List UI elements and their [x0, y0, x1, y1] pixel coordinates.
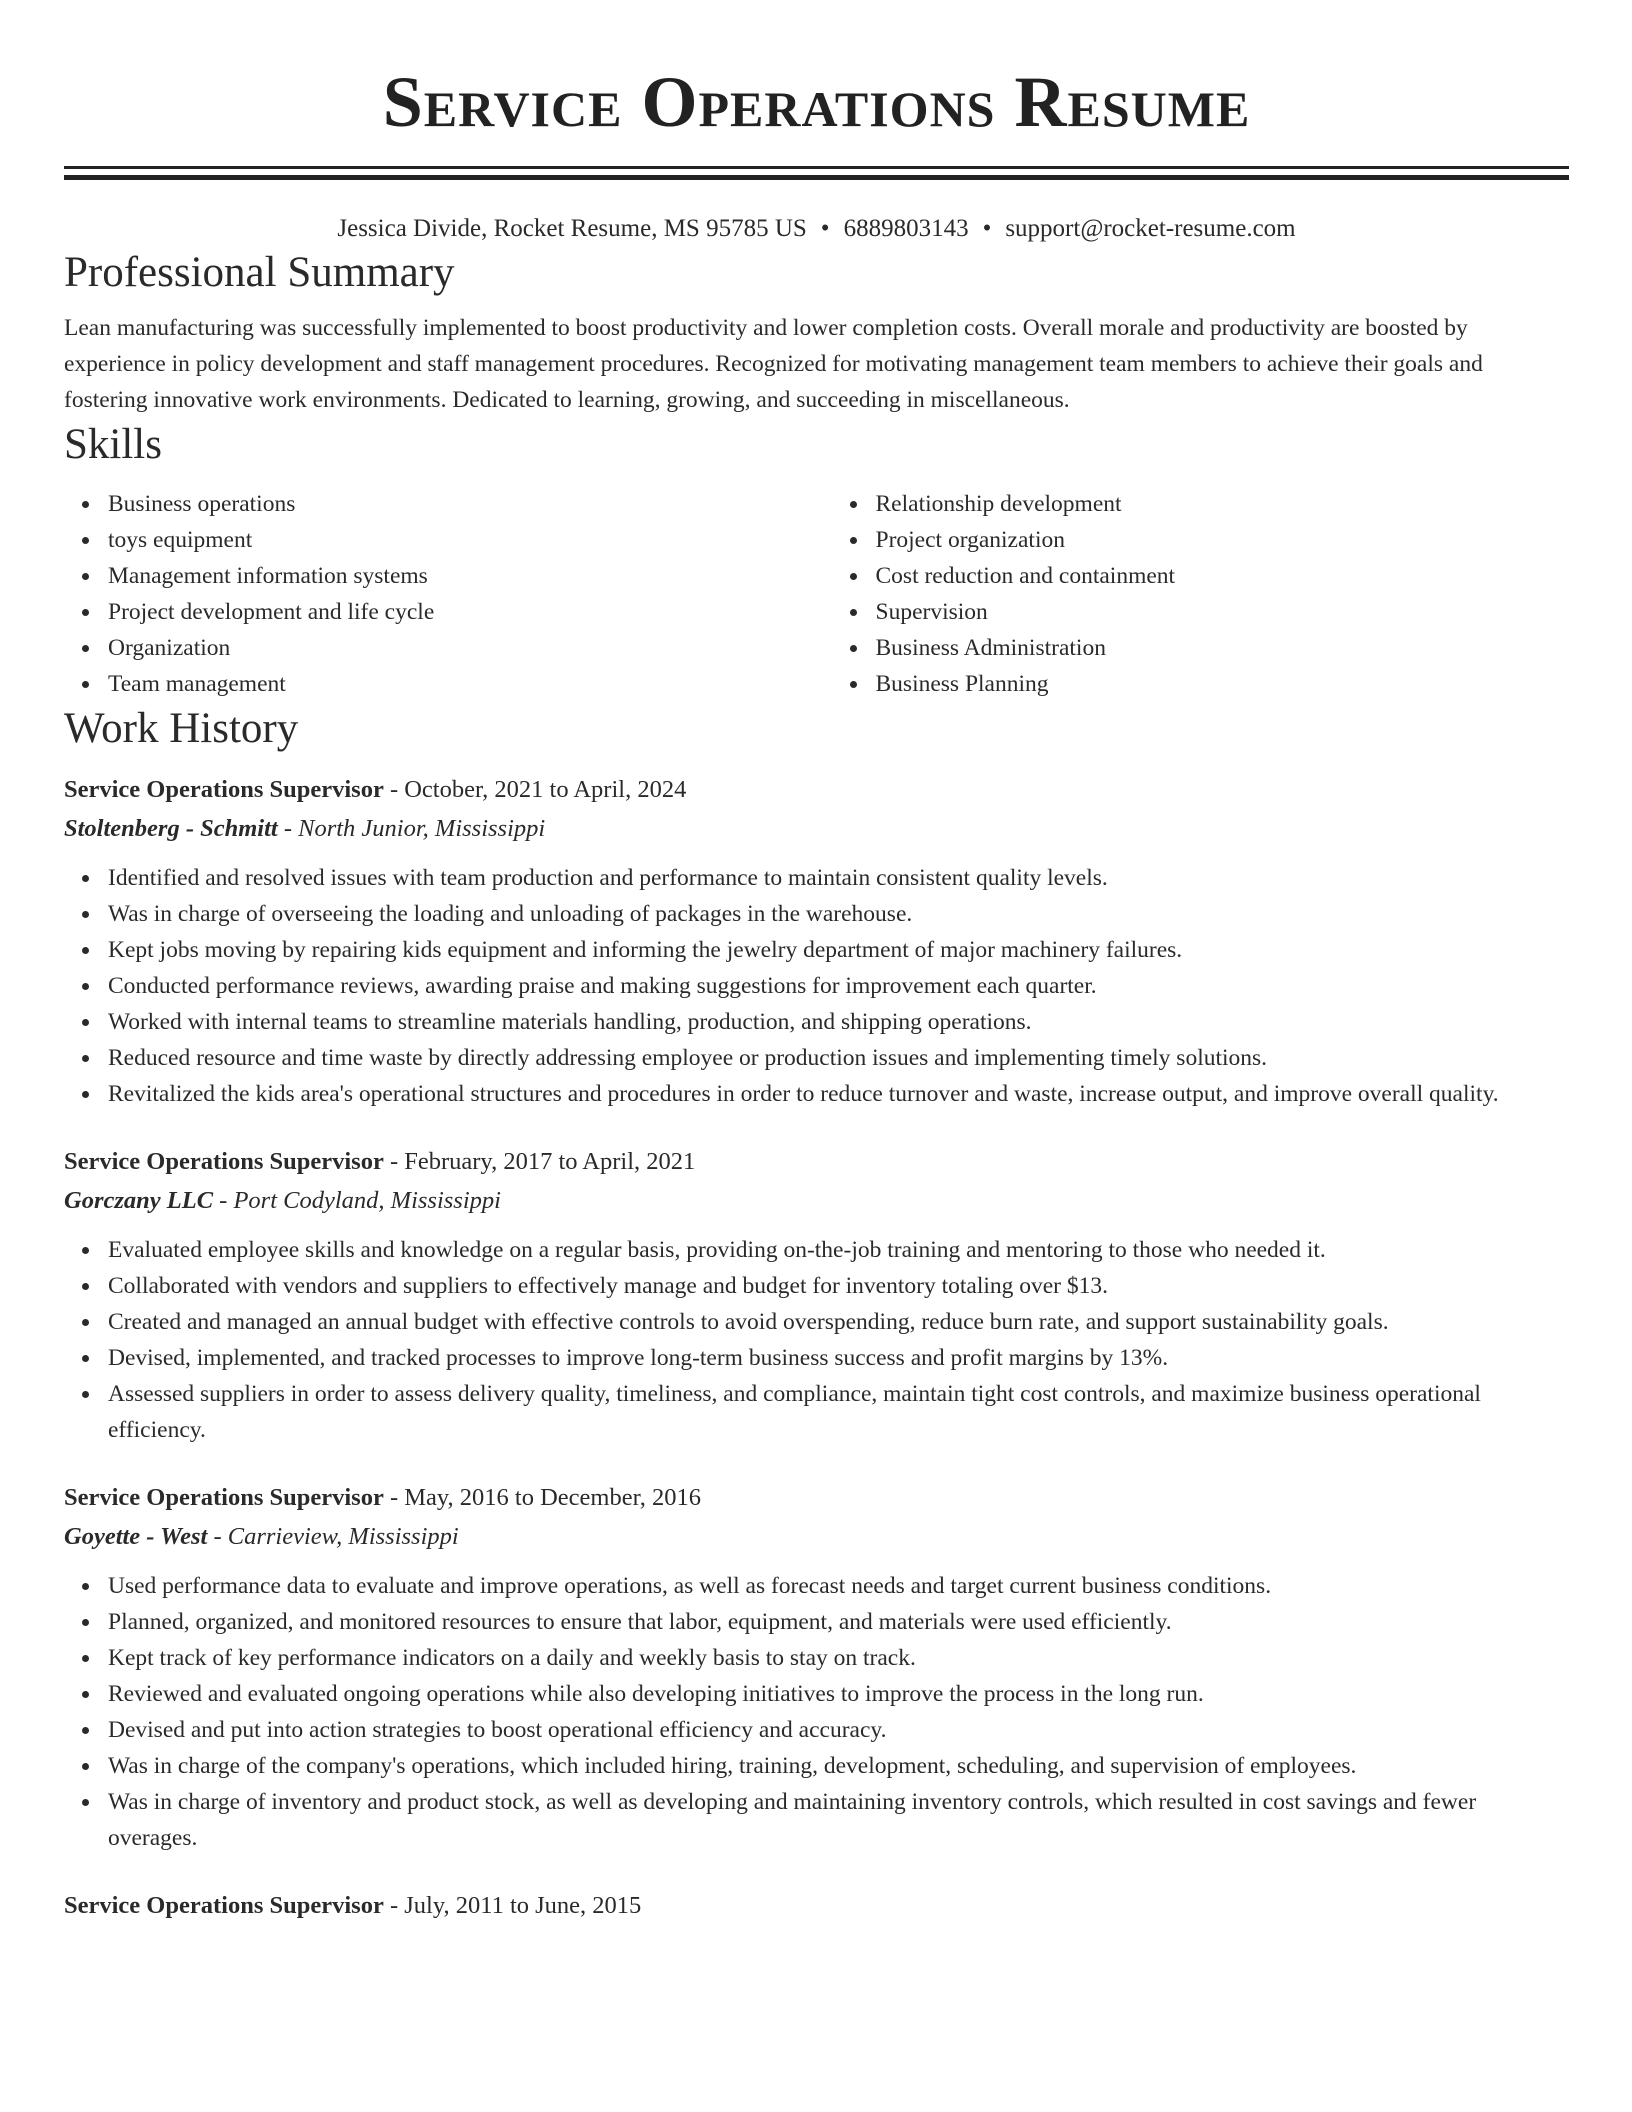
job-location: - Carrieview, Mississippi	[207, 1523, 459, 1550]
skill-item: Management information systems	[108, 558, 802, 594]
job-title: Service Operations Supervisor	[64, 1484, 384, 1511]
job-bullet: Worked with internal teams to streamline materials handling, production, and shipping operations.	[108, 1004, 1569, 1040]
contact-line	[64, 212, 1569, 246]
job-bullet: Revitalized the kids area's operational structures and procedures in order to reduce turnover and waste, increase output, and improve overall quality.	[108, 1076, 1569, 1112]
job-company-line	[64, 1518, 1569, 1556]
skill-item: Team management	[108, 666, 802, 702]
title-divider-thick	[64, 166, 1569, 169]
skill-item: Organization	[108, 630, 802, 666]
skills-column-left	[64, 486, 802, 702]
job-bullet: Evaluated employee skills and knowledge on a regular basis, providing on-the-job training and mentoring to those who needed it.	[108, 1232, 1569, 1268]
job-entry	[64, 1478, 1569, 1856]
job-bullet: Devised, implemented, and tracked processes to improve long-term business success and profit margins by 13%.	[108, 1340, 1569, 1376]
job-bullet: Reduced resource and time waste by directly addressing employee or production issues and implementing timely solutions.	[108, 1040, 1569, 1076]
skills-list	[64, 486, 1569, 702]
skill-item: Business operations	[108, 486, 802, 522]
job-bullets	[64, 1568, 1569, 1856]
skill-item: Project development and life cycle	[108, 594, 802, 630]
contact-email: support@rocket-resume.com	[1005, 215, 1296, 242]
summary-heading: Professional Summary	[64, 249, 455, 296]
job-company: Stoltenberg - Schmitt	[64, 815, 278, 842]
title-divider-thin	[64, 175, 1569, 180]
skill-item: Project organization	[876, 522, 1570, 558]
job-location: - North Junior, Mississippi	[277, 815, 546, 842]
job-entry	[64, 1886, 1569, 1926]
job-entry	[64, 770, 1569, 1112]
job-dates: - February, 2017 to April, 2021	[383, 1148, 696, 1175]
contact-separator: •	[820, 215, 830, 242]
skill-item: toys equipment	[108, 522, 802, 558]
job-bullet: Kept jobs moving by repairing kids equipment and informing the jewelry department of major machinery failures.	[108, 932, 1569, 968]
work-history-heading: Work History	[64, 705, 299, 752]
resume-page	[64, 0, 1569, 1926]
contact-address: Jessica Divide, Rocket Resume, MS 95785 US	[337, 215, 807, 242]
job-bullet: Used performance data to evaluate and improve operations, as well as forecast needs and target current business conditions.	[108, 1568, 1569, 1604]
job-bullet: Collaborated with vendors and suppliers to effectively manage and budget for inventory totaling over $13.	[108, 1268, 1569, 1304]
job-bullets	[64, 860, 1569, 1112]
job-bullet: Was in charge of the company's operations, which included hiring, training, development, scheduling, and supervision of employees.	[108, 1748, 1569, 1784]
document-title: Service Operations Resume	[382, 62, 1251, 142]
job-entry	[64, 1142, 1569, 1448]
job-bullet: Devised and put into action strategies to boost operational efficiency and accuracy.	[108, 1712, 1569, 1748]
job-bullets	[64, 1232, 1569, 1448]
job-title: Service Operations Supervisor	[64, 776, 384, 803]
job-title-line	[64, 1886, 1569, 1926]
contact-phone: 6889803143	[843, 215, 969, 242]
job-bullet: Created and managed an annual budget with effective controls to avoid overspending, reduce burn rate, and support sustainability goals.	[108, 1304, 1569, 1340]
job-bullet: Assessed suppliers in order to assess delivery quality, timeliness, and compliance, maintain tight cost controls, and maximize business operational efficiency.	[108, 1376, 1569, 1448]
job-company-line	[64, 810, 1569, 848]
skill-item: Business Administration	[876, 630, 1570, 666]
skill-item: Supervision	[876, 594, 1570, 630]
job-company: Goyette - West	[64, 1523, 208, 1550]
job-dates: - October, 2021 to April, 2024	[383, 776, 687, 803]
summary-text: Lean manufacturing was successfully implemented to boost productivity and lower completion costs. Overall morale and productivity are boosted by experience in policy development and staff management procedures. Recognized for motivating management team members to achieve their goals and fostering innovative work environments. Dedicated to learning, growing, and succeeding in miscellaneous.	[64, 315, 1483, 413]
skills-heading: Skills	[64, 421, 162, 468]
job-company-line	[64, 1182, 1569, 1220]
job-title-line	[64, 1142, 1569, 1182]
job-bullet: Was in charge of inventory and product stock, as well as developing and maintaining inventory controls, which resulted in cost savings and fewer overages.	[108, 1784, 1569, 1856]
job-dates: - May, 2016 to December, 2016	[383, 1484, 702, 1511]
skills-column-right	[802, 486, 1570, 702]
job-title: Service Operations Supervisor	[64, 1148, 384, 1175]
job-bullet: Identified and resolved issues with team production and performance to maintain consistent quality levels.	[108, 860, 1569, 896]
job-bullet: Kept track of key performance indicators on a daily and weekly basis to stay on track.	[108, 1640, 1569, 1676]
job-title: Service Operations Supervisor	[64, 1892, 384, 1919]
job-title-line	[64, 1478, 1569, 1518]
skill-item: Relationship development	[876, 486, 1570, 522]
skill-item: Cost reduction and containment	[876, 558, 1570, 594]
job-company: Gorczany LLC	[64, 1187, 214, 1214]
job-bullet: Was in charge of overseeing the loading and unloading of packages in the warehouse.	[108, 896, 1569, 932]
job-dates: - July, 2011 to June, 2015	[383, 1892, 642, 1919]
job-bullet: Planned, organized, and monitored resources to ensure that labor, equipment, and materials were used efficiently.	[108, 1604, 1569, 1640]
job-title-line	[64, 770, 1569, 810]
contact-separator: •	[982, 215, 992, 242]
job-location: - Port Codyland, Mississippi	[213, 1187, 501, 1214]
job-bullet: Reviewed and evaluated ongoing operations while also developing initiatives to improve the process in the long run.	[108, 1676, 1569, 1712]
job-bullet: Conducted performance reviews, awarding praise and making suggestions for improvement each quarter.	[108, 968, 1569, 1004]
skill-item: Business Planning	[876, 666, 1570, 702]
